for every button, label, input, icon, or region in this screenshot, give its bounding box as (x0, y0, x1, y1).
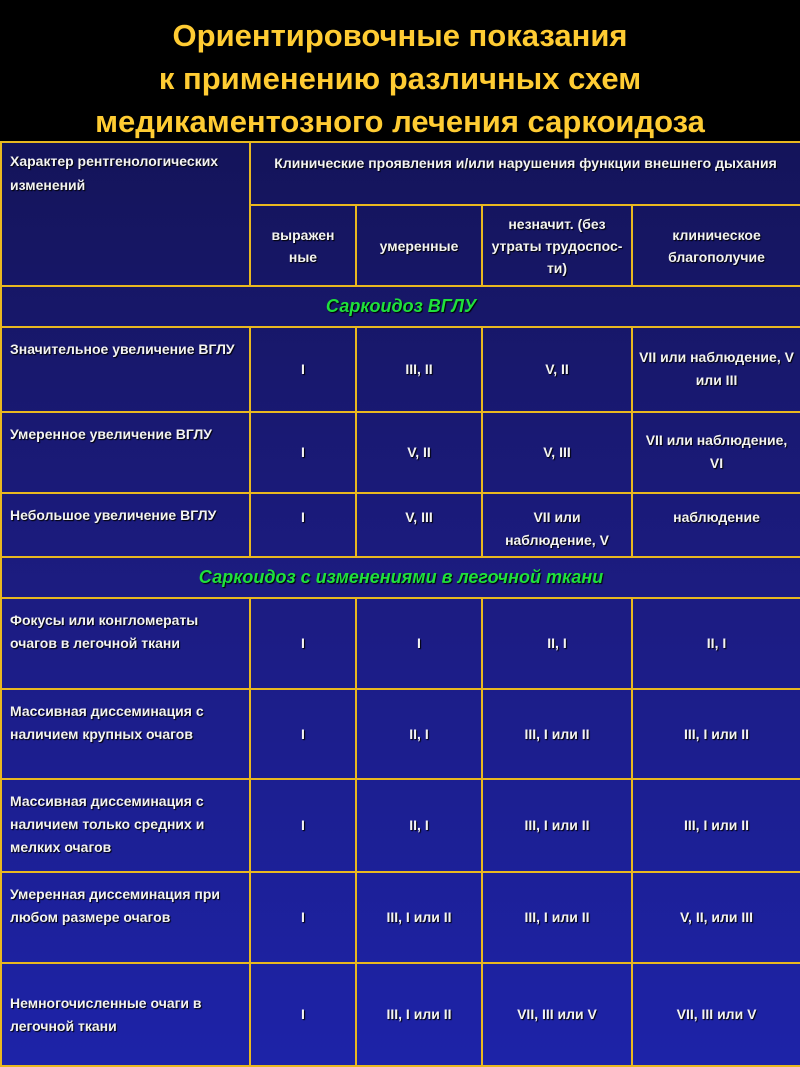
treatment-table (0, 141, 800, 1067)
table-cell: III, I или II (482, 689, 632, 779)
table-cell: II, I (632, 598, 800, 690)
row-label: Умеренное увеличение ВГЛУ (1, 412, 250, 493)
table-cell: III, I или II (356, 963, 482, 1066)
row-label: Массивная диссеминация с наличием только средних и мелких очагов (1, 779, 250, 872)
table-cell: I (250, 872, 356, 964)
table-cell: I (250, 412, 356, 493)
table-cell: III, II (356, 327, 482, 411)
table-cell: V, II (356, 412, 482, 493)
table-cell: III, I или II (482, 872, 632, 964)
row-label: Умеренная диссеминация при любом размере очагов (1, 872, 250, 964)
row-label: Немногочисленные очаги в легочной ткани (1, 963, 250, 1066)
table-cell: I (250, 689, 356, 779)
row-label: Фокусы или конгломераты очагов в легочной ткани (1, 598, 250, 690)
table-cell: III, I или II (356, 872, 482, 964)
table-cell: VII или наблюдение, VI (632, 412, 800, 493)
column-header: выражен ные (250, 205, 356, 286)
table-cell: II, I (356, 689, 482, 779)
table-cell: VII или наблюдение, V или III (632, 327, 800, 411)
table-cell: VII, III или V (482, 963, 632, 1066)
page-title (0, 14, 800, 143)
table-cell: III, I или II (632, 779, 800, 872)
table-row (1, 689, 800, 779)
row-label: Значительное увеличение ВГЛУ (1, 327, 250, 411)
table-cell: VII, III или V (632, 963, 800, 1066)
table-cell: I (250, 493, 356, 557)
section-title: Саркоидоз ВГЛУ (1, 286, 800, 327)
title-line-3: медикаментозного лечения саркоидоза (95, 104, 705, 139)
table-cell: II, I (356, 779, 482, 872)
column-header: умеренные (356, 205, 482, 286)
table-row (1, 598, 800, 690)
header-row-label: Характер рентгенологических изменений (1, 142, 250, 286)
table-row (1, 872, 800, 964)
title-line-2: к применению различных схем (158, 61, 642, 96)
table-cell: наблюдение (632, 493, 800, 557)
table-cell: III, I или II (482, 779, 632, 872)
table-cell: VII или наблюдение, V (482, 493, 632, 557)
table-cell: V, II, или III (632, 872, 800, 964)
table-row (1, 412, 800, 493)
section-title: Саркоидоз с изменениями в легочной ткани (1, 557, 800, 598)
table-row (1, 327, 800, 411)
row-label: Массивная диссеминация с наличием крупных очагов (1, 689, 250, 779)
table-cell: II, I (482, 598, 632, 690)
table-row (1, 493, 800, 557)
table-cell: I (250, 779, 356, 872)
table-cell: I (356, 598, 482, 690)
table-cell: I (250, 327, 356, 411)
column-header: незначит. (без утраты трудоспос-ти) (482, 205, 632, 286)
header-group: Клинические проявления и/или нарушения функции внешнего дыхания (250, 142, 800, 205)
table-row (1, 963, 800, 1066)
table-row (1, 779, 800, 872)
table-cell: V, II (482, 327, 632, 411)
title-line-1: Ориентировочные показания (172, 18, 628, 53)
row-label: Небольшое увеличение ВГЛУ (1, 493, 250, 557)
table-cell: V, III (356, 493, 482, 557)
table-cell: III, I или II (632, 689, 800, 779)
header-row (1, 142, 800, 205)
table-cell: I (250, 963, 356, 1066)
table-cell: V, III (482, 412, 632, 493)
column-header: клиническое благополучие (632, 205, 800, 286)
table-cell: I (250, 598, 356, 690)
